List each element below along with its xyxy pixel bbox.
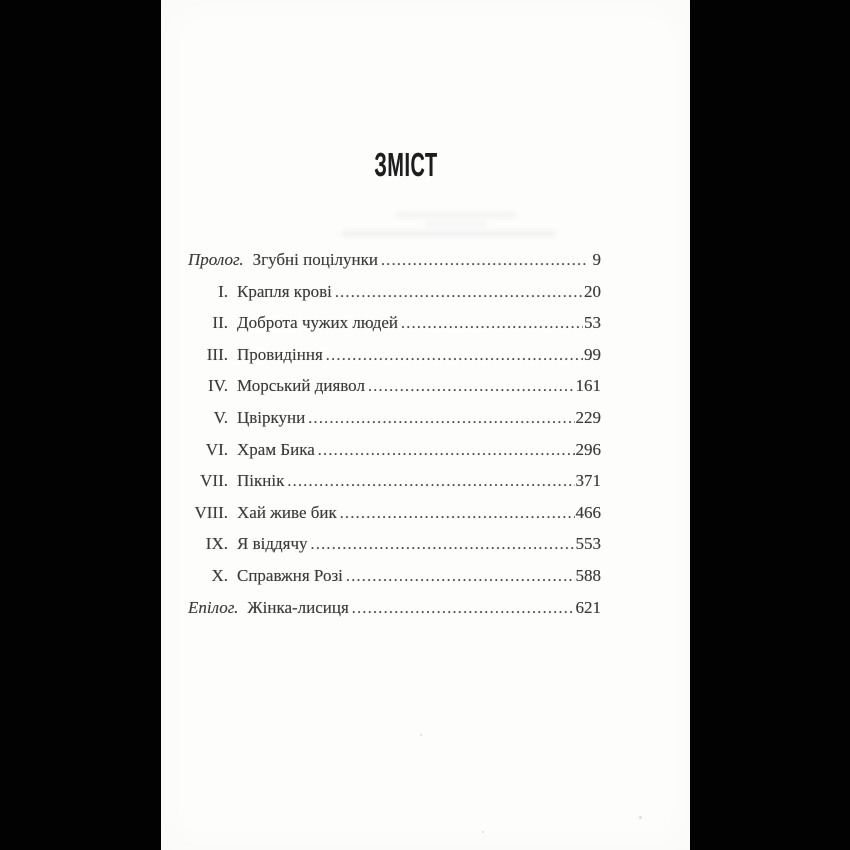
page-bleed-through — [426, 222, 486, 226]
toc-entry-title: Справжня Розі — [237, 565, 343, 585]
dotted-leader — [308, 410, 574, 428]
toc-entry-page: 466 — [575, 502, 601, 522]
toc-entry — [188, 534, 601, 566]
toc-entry-number: X. — [211, 565, 228, 585]
toc-entry-number: I. — [218, 281, 228, 301]
toc-entry-title: Згубні поцілунки — [252, 250, 378, 269]
toc-entry — [188, 313, 601, 345]
toc-entry-title: Цвіркуни — [237, 407, 306, 427]
toc-entry-page: 99 — [584, 344, 601, 364]
dotted-leader — [318, 442, 575, 460]
toc-entry-page: 53 — [584, 313, 601, 333]
toc-entry-page: 371 — [575, 471, 601, 491]
toc-entry-page: 621 — [575, 597, 601, 617]
toc-entry-page: 296 — [575, 439, 601, 459]
toc-entry-number: V. — [213, 407, 228, 427]
toc-entry — [188, 376, 601, 408]
toc-entry-number: VI. — [205, 439, 228, 459]
dotted-leader — [381, 252, 586, 270]
toc-list — [188, 250, 601, 629]
dotted-leader — [368, 378, 575, 396]
toc-entry-title: Храм Бика — [237, 439, 315, 459]
dotted-leader — [346, 568, 575, 586]
toc-entry — [188, 471, 601, 503]
toc-entry-number: IX. — [205, 534, 228, 554]
toc-entry — [188, 282, 601, 314]
toc-entry-title: Морський диявол — [237, 376, 365, 396]
toc-entry-title: Хай живе бик — [237, 502, 337, 522]
toc-entry — [188, 250, 601, 282]
toc-entry-title: Провидіння — [237, 344, 323, 364]
dust-speck — [482, 831, 484, 833]
toc-entry-page: 588 — [575, 565, 601, 585]
dust-speck — [639, 816, 642, 819]
book-page — [161, 0, 690, 850]
toc-entry — [188, 503, 601, 535]
toc-entry-number: Епілог. — [188, 597, 239, 617]
dotted-leader — [311, 536, 575, 554]
toc-entry-number: IV. — [208, 376, 228, 396]
toc-entry — [188, 345, 601, 377]
page-bleed-through — [396, 212, 516, 218]
toc-entry-number: VII. — [200, 471, 228, 491]
toc-entry — [188, 598, 601, 630]
toc-entry-page: 553 — [575, 534, 601, 554]
contents-title: ЗМІСТ — [374, 146, 438, 183]
toc-entry-page: 9 — [592, 250, 601, 269]
dotted-leader — [335, 284, 583, 302]
page-bleed-through — [341, 230, 556, 237]
toc-entry-page: 20 — [584, 281, 601, 301]
toc-entry-number: Пролог. — [188, 250, 244, 269]
toc-entry-page: 229 — [575, 407, 601, 427]
toc-entry — [188, 566, 601, 598]
toc-entry — [188, 440, 601, 472]
toc-entry-title: Жінка-лисиця — [247, 597, 349, 617]
dotted-leader — [340, 505, 575, 523]
toc-entry — [188, 408, 601, 440]
dotted-leader — [326, 347, 583, 365]
toc-entry-number: II. — [212, 313, 228, 333]
dotted-leader — [401, 315, 583, 333]
toc-entry-number: VIII. — [194, 502, 228, 522]
toc-entry-title: Я віддячу — [237, 534, 308, 554]
dotted-leader — [287, 473, 574, 491]
toc-entry-title: Крапля крові — [237, 281, 332, 301]
dust-speck — [420, 734, 422, 736]
toc-entry-title: Пікнік — [237, 471, 285, 491]
left-black-border — [0, 0, 161, 850]
dotted-leader — [352, 600, 575, 618]
toc-entry-page: 161 — [575, 376, 601, 396]
toc-entry-number: III. — [206, 344, 228, 364]
toc-entry-title: Доброта чужих людей — [237, 313, 398, 333]
right-black-border — [690, 0, 850, 850]
